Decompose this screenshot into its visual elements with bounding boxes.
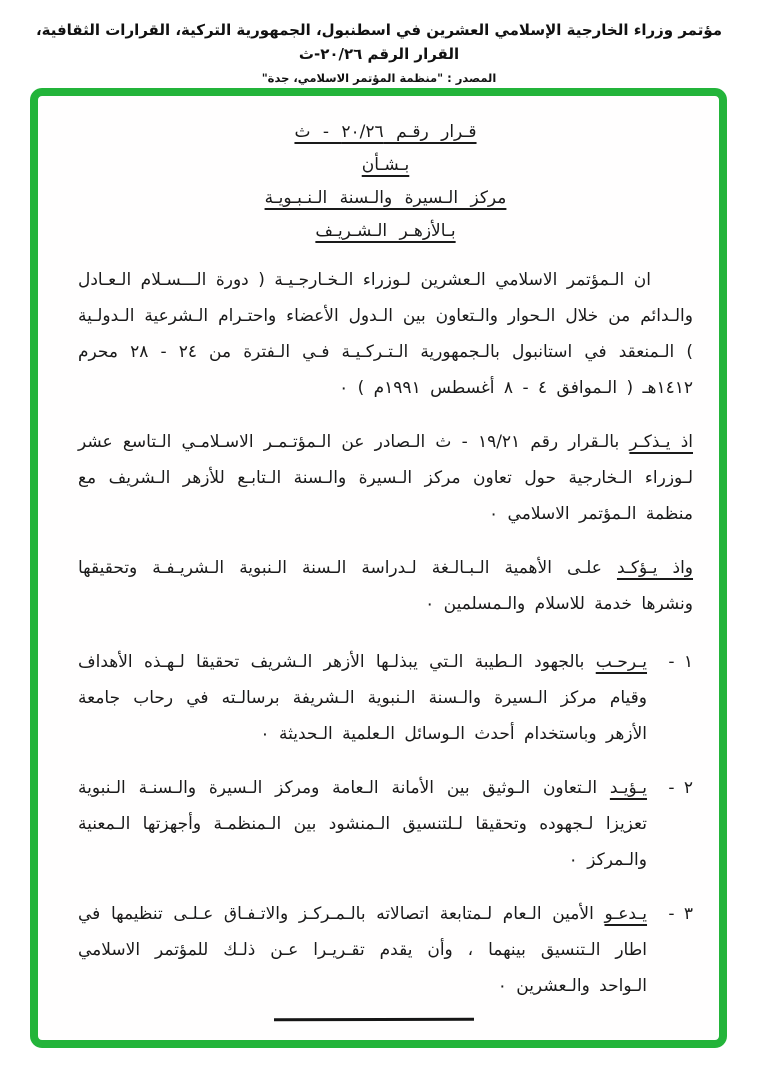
citation-header [14, 18, 744, 88]
typed-document-body [38, 96, 719, 1004]
item-number-3: ٣ - [668, 904, 693, 924]
preamble-paragraph-3 [78, 550, 693, 622]
item-lead-2: يـؤيـد [609, 778, 648, 798]
closing-divider [274, 1018, 474, 1021]
item-text-2: الـتعاون الـوثيق بين الأمانة الـعامة ومركز الـسيرة والـسنـة الـنبوية تعزيزا لـجهوده وتحقيقا لـلتنسيق الـمنشود بين الـمنظمـة وأجهزتها الـمعنية والـمركز ٠ [78, 778, 647, 870]
item-number-2: ٢ - [668, 778, 693, 798]
preamble-paragraph-1 [78, 262, 693, 406]
resolution-item-1 [78, 644, 693, 752]
preamble-text-2: بالـقرار رقم ١٩/٢١ - ث الـصادر عن الـمؤتـمـر الاسـلامـي الـتاسع عشر لـوزراء الـخارجية حول تعاون مركز الـسيرة والـسنة الـتابـع للأزهر الـشريف مع منظمة الـمؤتمر الاسلامي ٠ [78, 432, 693, 524]
item-body-2 [78, 770, 647, 878]
preamble-text-3: علـى الأهمية الـبـالـغة لـدراسة الـسنة الـنبوية الـشريـفـة وتحقيقها ونشرها خدمة للاسلام والـمسلمين ٠ [78, 558, 693, 614]
al-azhar-title: بـالأزهـر الـشـريـف [315, 221, 456, 241]
preamble-lead-2: اذ يـذكـر [629, 432, 693, 452]
item-lead-1: يـرحـب [595, 652, 648, 672]
citation-line: مؤتمر وزراء الخارجية الإسلامي العشرين في اسطنبول، الجمهورية التركية، القرارات الثقافية، القرار الرقم ٢٠/٢٦-ث [35, 21, 723, 63]
document-title-block [78, 116, 693, 248]
resolution-item-3 [78, 896, 693, 1004]
item-text-1: بالجهود الـطيبة الـتي يبذلـها الأزهر الـشريف تحقيقا لـهـذه الأهداف وقيام مركز الـسيرة والـسنة الـنبوية الـشريفة برسالـته في رحاب جامعة الأزهر وباستخدام أحدث الـوسائل الـعلمية الـحديثة ٠ [78, 652, 647, 744]
preamble-lead-3: واذ يـؤكـد [616, 558, 694, 578]
item-text-3: الأمين الـعام لـمتابعة اتصالاته بالـمـركـز والاتـفـاق عـلـى تنظيمها في اطار الـتنسيق بينهما ، وأن يقدم تقـريـرا عـن ذلـك للمؤتمر الاسلامي الـواحد والـعشرين ٠ [78, 904, 647, 996]
item-number-1: ١ - [668, 652, 693, 672]
preamble-paragraph-2 [78, 424, 693, 532]
preamble-text-1: ان الـمؤتمر الاسلامي الـعشرين لـوزراء الـخـارجـيـة ( دورة الـــسـلام الـعـادل والـدائم من خلال الـحوار والـتعاون بين الـدول الأعضاء واحتـرام الـشرعية الـدولـية ) الـمنعقد في استانبول بالـجمهورية الـتـركـيـة فـي الـفترة من ٢٤ - ٢٨ محرم ١٤١٢هـ ( الـموافق ٤ - ٨ أغسطس ١٩٩١م ) ٠ [78, 270, 694, 398]
regarding-title: بـشـأن [361, 155, 410, 175]
item-body-3 [78, 896, 647, 1004]
green-document-frame [30, 88, 727, 1048]
source-line: المصدر : "منظمة المؤتمر الاسلامي، جدة" [261, 71, 497, 85]
center-name-title: مركز الـسيرة والـسنة الـنـبـويـة [264, 188, 507, 208]
item-lead-3: يـدعـو [604, 904, 648, 924]
resolution-number-title: قـرار رقـم ٢٠/٢٦ - ث [294, 122, 477, 142]
resolution-item-2 [78, 770, 693, 878]
item-body-1 [78, 644, 647, 752]
